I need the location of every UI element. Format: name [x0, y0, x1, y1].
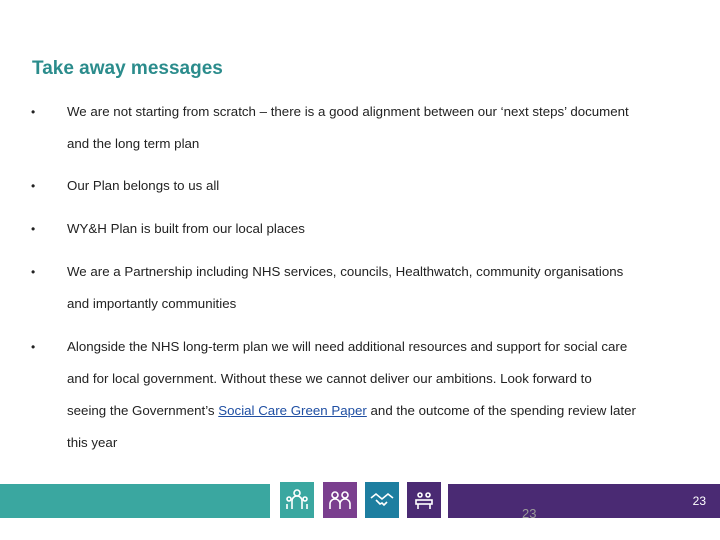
bullet-line — [67, 395, 701, 427]
list-item — [31, 256, 701, 320]
handshake-icon — [365, 482, 399, 518]
bullet-line: WY&H Plan is built from our local places — [67, 221, 305, 236]
bullet-line: and for local government. Without these we cannot deliver our ambitions. Look forward to — [67, 371, 592, 386]
list-item — [31, 170, 701, 202]
bullet-text: and the outcome of the spending review later — [366, 403, 636, 418]
footer-bar — [0, 482, 720, 520]
bullet-line: and importantly communities — [67, 296, 237, 311]
list-item — [31, 96, 701, 160]
group-icon — [323, 482, 357, 518]
bullet-dot: • — [31, 222, 36, 236]
bullet-dot: • — [31, 105, 36, 119]
list-item — [31, 331, 701, 459]
list-item — [31, 213, 701, 245]
bullet-text: seeing the Government’s — [67, 403, 219, 418]
bullet-line: We are not starting from scratch – there is a good alignment between our ‘next steps’ document — [67, 104, 629, 119]
page-number: 23 — [692, 494, 706, 508]
bullet-dot: • — [31, 265, 36, 279]
meeting-icon — [407, 482, 441, 518]
page-title: Take away messages — [32, 58, 223, 79]
social-care-green-paper-link[interactable]: Social Care Green Paper — [218, 403, 367, 418]
page-number-grey: 23 — [522, 506, 537, 521]
footer-purple-band — [448, 484, 720, 518]
bullet-list — [31, 96, 701, 459]
bullet-dot: • — [31, 340, 36, 354]
bullet-line: and the long term plan — [67, 136, 200, 151]
bullet-dot: • — [31, 179, 36, 193]
bullet-line: Our Plan belongs to us all — [67, 178, 220, 193]
family-icon — [280, 482, 314, 518]
bullet-line: We are a Partnership including NHS services, councils, Healthwatch, community organisations — [67, 264, 624, 279]
bullet-line: this year — [67, 435, 118, 450]
footer-teal-band — [0, 484, 270, 518]
bullet-line: Alongside the NHS long-term plan we will need additional resources and support for social care — [67, 339, 628, 354]
